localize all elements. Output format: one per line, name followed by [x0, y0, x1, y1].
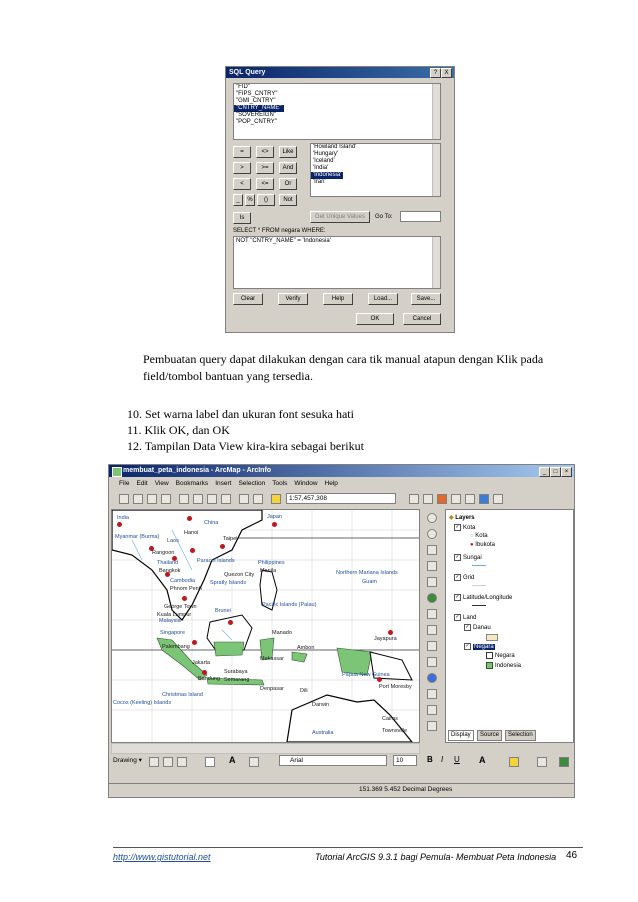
find-icon[interactable] [427, 689, 437, 699]
map-label: Port Moresby [379, 684, 412, 690]
cancel-button[interactable]: Cancel [403, 313, 441, 325]
map-label: Bangkok [159, 568, 181, 574]
undo-icon[interactable] [239, 494, 249, 504]
toc-legend-ibukota: ● Ibukota [470, 542, 495, 548]
editor-icon[interactable] [409, 494, 419, 504]
map-label: Dili [300, 688, 308, 694]
op-is-button[interactable]: Is [233, 212, 251, 224]
map-label: Paracel Islands [197, 558, 235, 564]
map-label: Pacific Islands (Palau) [262, 602, 317, 608]
italic-button[interactable]: I [441, 755, 444, 764]
toc-layer-land[interactable]: ✓ Land [455, 614, 477, 622]
back-extent-icon[interactable] [427, 609, 437, 619]
get-unique-values-button[interactable]: Get Unique Values [310, 211, 370, 223]
map-label: Cocos (Keeling) Islands [113, 700, 172, 706]
map-label: Singapore [160, 630, 186, 636]
query-scrollbar[interactable] [432, 237, 440, 288]
menu-window[interactable]: Window [294, 480, 318, 487]
map-label: Myanmar (Burma) [115, 534, 160, 540]
op-gt-button[interactable]: > [233, 162, 251, 174]
op-paren-button[interactable]: () [257, 194, 275, 206]
measure-icon[interactable] [427, 721, 437, 731]
toc-legend-sungai [472, 565, 486, 566]
op-equal-button[interactable]: = [233, 146, 251, 158]
select-prefix: SELECT * FROM negara WHERE: [233, 228, 326, 234]
map-label: Cambodia [170, 578, 196, 584]
map-label: Guam [362, 579, 377, 585]
zoom-in-icon[interactable] [427, 513, 437, 523]
font-size-select[interactable]: 10 [393, 755, 417, 766]
map-label: Palembang [162, 644, 190, 650]
line-color-icon[interactable] [537, 757, 547, 767]
map-label: Jakarta [192, 660, 211, 666]
copy-icon[interactable] [193, 494, 203, 504]
print-icon[interactable] [161, 494, 171, 504]
toc-root[interactable]: ◆ Layers [449, 515, 475, 521]
status-bar [109, 783, 574, 797]
value-item[interactable]: 'Iran' [313, 179, 326, 185]
value-item[interactable]: 'Howland Island' [313, 144, 357, 150]
op-gte-button[interactable]: >= [256, 162, 274, 174]
open-icon[interactable] [133, 494, 143, 504]
underline-button[interactable]: U [454, 755, 460, 764]
op-underscore-button[interactable]: _ [233, 194, 243, 206]
menu-view[interactable]: View [154, 480, 169, 487]
arcmap-app-icon [112, 467, 122, 477]
map-view[interactable] [111, 509, 420, 743]
sql-query-dialog [225, 66, 455, 333]
verify-button[interactable]: Verify [278, 293, 308, 305]
arctoolbox-icon[interactable] [437, 494, 447, 504]
map-label: Cairns [382, 716, 398, 722]
tools-toolbar [423, 509, 441, 741]
values-list[interactable] [310, 143, 441, 197]
toc-layer-danau[interactable]: ✓ Danau [465, 624, 491, 632]
toc-legend-indonesia: Indonesia [486, 662, 521, 669]
toc-legend-grid [472, 585, 486, 586]
select-arrow-icon[interactable] [149, 757, 159, 767]
edit-vertices-icon[interactable] [249, 757, 259, 767]
cut-icon[interactable] [179, 494, 189, 504]
menu-file[interactable]: File [119, 480, 130, 487]
bold-button[interactable]: B [427, 755, 433, 764]
whats-this-icon[interactable] [493, 494, 503, 504]
forward-extent-icon[interactable] [427, 625, 437, 635]
city-marker[interactable] [117, 522, 122, 527]
paste-icon[interactable] [207, 494, 217, 504]
fixed-zoom-out-icon[interactable] [427, 561, 437, 571]
city-marker[interactable] [182, 596, 187, 601]
fixed-zoom-in-icon[interactable] [427, 545, 437, 555]
map-label: India [117, 515, 129, 521]
new-icon[interactable] [119, 494, 129, 504]
map-label: Darwin [312, 702, 330, 708]
identify-icon[interactable] [427, 673, 437, 683]
field-item[interactable]: "SOVEREIGN" [236, 112, 276, 118]
table-of-contents [445, 509, 574, 743]
toc-legend-danau [486, 634, 498, 641]
city-marker[interactable] [388, 630, 393, 635]
close-icon[interactable]: × [561, 467, 572, 477]
status-coordinates: 151.369 5.452 Decimal Degrees [359, 786, 453, 793]
city-marker[interactable] [192, 640, 197, 645]
menu-help[interactable]: Help [324, 480, 338, 487]
maximize-icon[interactable]: □ [550, 467, 561, 477]
map-label: Makassar [260, 656, 284, 662]
map-label: Australia [312, 730, 334, 736]
fill-color-icon[interactable] [509, 757, 519, 767]
fields-scrollbar[interactable] [432, 84, 440, 139]
marker-color-icon[interactable] [559, 757, 569, 767]
zoom-whole-page-icon[interactable] [177, 757, 187, 767]
menu-edit[interactable]: Edit [136, 480, 148, 487]
help-icon[interactable]: ? [430, 68, 441, 78]
map-label: China [204, 520, 219, 526]
map-label: Phnom Penh [170, 586, 202, 592]
value-item[interactable]: 'Iceland' [313, 158, 335, 164]
go-to-input[interactable] [400, 211, 441, 222]
save-button[interactable]: Save... [411, 293, 441, 305]
menu-selection[interactable]: Selection [238, 480, 266, 487]
sketch-icon[interactable] [423, 494, 433, 504]
tab-source[interactable]: Source [477, 730, 502, 741]
pan-icon[interactable] [427, 577, 437, 587]
arccatalog-icon[interactable] [451, 494, 461, 504]
map-label: Semarang [224, 677, 250, 683]
map-hscrollbar[interactable] [111, 743, 420, 754]
city-marker[interactable] [187, 516, 192, 521]
toc-legend-latlong [472, 605, 486, 606]
query-textbox[interactable] [233, 236, 441, 289]
scale-input[interactable]: 1:57,457,308 [286, 493, 396, 504]
op-percent-button[interactable]: % [245, 194, 255, 206]
field-item[interactable]: "POP_CNTRY" [236, 119, 277, 125]
map-label: Rangoon [152, 550, 175, 556]
rotate-icon[interactable] [163, 757, 173, 767]
map-label: Philippines [258, 560, 285, 566]
close-icon[interactable]: X [441, 68, 452, 78]
toc-layer-negara[interactable]: ✓ Negara [465, 643, 494, 651]
step-10: 10. Set warna label dan ukuran font sesuka hati [127, 407, 354, 421]
toc-layer-latlong[interactable]: ✓ Latitude/Longitude [455, 594, 513, 602]
toc-legend-negara: Negara [486, 652, 515, 659]
command-line-icon[interactable] [479, 494, 489, 504]
menu-tools[interactable]: Tools [272, 480, 288, 487]
caption-text: Pembuatan query dapat dilakukan dengan cara tik manual atapun dengan Klik pada field/tombol bantuan yang tersedia. [143, 352, 544, 383]
load-button[interactable]: Load... [368, 293, 398, 305]
op-lte-button[interactable]: <= [256, 178, 274, 190]
map-label: Thailand [157, 560, 179, 566]
toc-layer-kota[interactable]: ✓ Kota [455, 524, 476, 532]
font-name-select[interactable]: Arial [279, 755, 387, 766]
delete-icon[interactable] [221, 494, 231, 504]
map-canvas [112, 510, 419, 742]
fields-list[interactable] [233, 83, 441, 140]
rectangle-icon[interactable] [205, 757, 215, 767]
menu-bar [119, 480, 345, 487]
ok-button[interactable]: OK [356, 313, 394, 325]
toc-layer-grid[interactable]: ✓ Grid [455, 574, 475, 582]
map-label: Hanoi [184, 530, 199, 536]
toc-legend-kota: ○ Kota [470, 533, 488, 539]
map-label: Taipei [223, 536, 238, 542]
add-data-icon[interactable] [271, 494, 281, 504]
clear-button[interactable]: Clear [233, 293, 263, 305]
city-marker[interactable] [272, 522, 277, 527]
menu-insert[interactable]: Insert [215, 480, 232, 487]
city-marker[interactable] [228, 620, 233, 625]
map-label: Christmas Island [162, 692, 203, 698]
map-label: Bandung [198, 676, 221, 682]
map-label: Malaysia [159, 618, 181, 624]
tab-selection[interactable]: Selection [505, 730, 536, 741]
sql-dialog-title: SQL Query [226, 67, 454, 78]
footer-url[interactable]: http://www.gistutorial.net [113, 852, 211, 862]
op-like-button[interactable]: Like [279, 146, 297, 158]
city-marker[interactable] [220, 544, 225, 549]
city-marker[interactable] [202, 670, 207, 675]
text-tool-icon[interactable]: A [229, 755, 236, 765]
font-color-icon[interactable]: A [479, 755, 486, 765]
footer-rule [113, 847, 583, 848]
value-item-selected[interactable]: 'Indonesia' [313, 172, 342, 178]
save-icon[interactable] [147, 494, 157, 504]
select-features-icon[interactable] [427, 641, 437, 651]
op-and-button[interactable]: And [279, 162, 297, 174]
map-label: Denpasar [260, 686, 284, 692]
value-item[interactable]: 'Hungary' [313, 151, 338, 157]
drawing-menu[interactable]: Drawing ▾ [113, 757, 142, 764]
full-extent-icon[interactable] [427, 593, 437, 603]
model-icon[interactable] [465, 494, 475, 504]
query-text[interactable]: NOT "CNTRY_NAME" = 'Indonesia' [236, 238, 331, 244]
help-button[interactable]: Help [323, 293, 353, 305]
arcmap-title: membuat_peta_indonesia - ArcMap - ArcInfo [109, 465, 574, 477]
step-12: 12. Tampilan Data View kira-kira sebagai berikut [127, 439, 364, 453]
map-label: Brunei [215, 608, 231, 614]
tab-display[interactable]: Display [448, 730, 474, 741]
zoom-out-icon[interactable] [427, 529, 437, 539]
field-item-selected[interactable]: "CNTRY_NAME" [236, 105, 282, 111]
select-elements-icon[interactable] [427, 657, 437, 667]
arcmap-window [108, 464, 575, 798]
map-label: Manila [260, 568, 277, 574]
map-label: Papua New Guinea [342, 672, 390, 678]
go-to-xy-icon[interactable] [427, 705, 437, 715]
map-label: Jayapura [374, 636, 397, 642]
minimize-icon[interactable]: _ [539, 467, 550, 477]
value-item[interactable]: 'India' [313, 165, 329, 171]
op-not-button[interactable]: Not [279, 194, 297, 206]
footer-title: Tutorial ArcGIS 9.3.1 bagi Pemula- Membuat Peta Indonesia [315, 852, 557, 862]
op-or-button[interactable]: Or [279, 178, 297, 190]
toc-layer-sungai[interactable]: ✓ Sungai [455, 554, 482, 562]
op-lt-button[interactable]: < [233, 178, 251, 190]
map-label: Surabaya [224, 669, 248, 675]
field-item[interactable]: "FIPS_CNTRY" [236, 91, 278, 97]
field-item[interactable]: "GMI_CNTRY" [236, 98, 276, 104]
map-label: Manado [272, 630, 292, 636]
map-label: George Town [164, 604, 197, 610]
map-label: Spratly Islands [210, 580, 247, 586]
footer-page-number: 46 [566, 850, 578, 861]
city-marker[interactable] [190, 548, 195, 553]
map-label: Japan [267, 514, 282, 520]
map-label: Laos [167, 538, 179, 544]
menu-bookmarks[interactable]: Bookmarks [175, 480, 209, 487]
step-11: 11. Klik OK, dan OK [127, 423, 230, 437]
field-item[interactable]: "FID" [236, 84, 250, 90]
values-scrollbar[interactable] [432, 144, 440, 196]
go-to-label: Go To: [375, 214, 393, 220]
map-label: Northern Mariana Islands [336, 570, 398, 576]
map-label: Ambon [297, 645, 315, 651]
redo-icon[interactable] [253, 494, 263, 504]
map-label: Townsville [382, 728, 408, 734]
map-label: Quezon City [224, 572, 255, 578]
map-label: Kuala Lumpur [157, 612, 192, 618]
op-notequal-button[interactable]: <> [256, 146, 274, 158]
